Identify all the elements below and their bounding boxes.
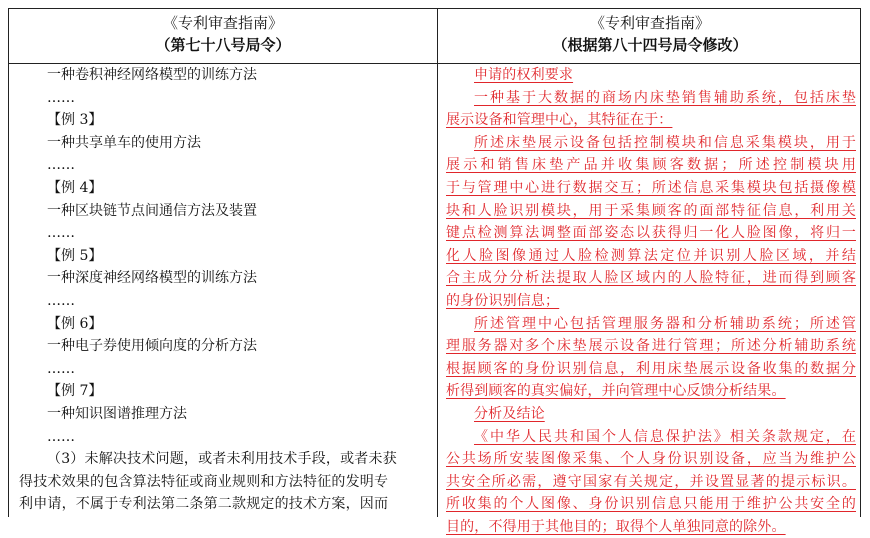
left-line: 【例 4】	[47, 179, 103, 196]
left-line: （3）未解决技术问题，或者未利用技术手段，或者未获	[47, 451, 397, 468]
left-line: 一种知识图谱推理方法	[47, 405, 187, 422]
left-header-subtitle: （第七十八号局令）	[155, 36, 291, 54]
comparison-table	[8, 8, 861, 535]
left-line: 一种卷积神经网络模型的训练方法	[47, 67, 257, 83]
right-line: 于与管理中心进行数据交互；所述信息采集模块包括摄像模	[446, 179, 856, 196]
right-line: 合主成分分析法提取人脸区域内的人脸特征，进而得到顾客	[446, 270, 856, 287]
left-line: ……	[47, 292, 75, 309]
right-line: 块和人脸识别模块，用于采集顾客的面部特征信息，利用关	[446, 202, 856, 219]
right-header-title: 《专利审查指南》	[589, 14, 710, 32]
left-line: 【例 5】	[47, 247, 103, 264]
right-column-body	[438, 64, 862, 538]
left-line: ……	[47, 157, 75, 174]
left-line: 【例 3】	[47, 112, 103, 129]
right-line: 化人脸图像通过人脸检测算法定位并识别人脸区域，并结	[446, 247, 856, 264]
right-line: 理服务器对多个床垫展示设备进行管理；所述分析辅助系统	[446, 338, 856, 355]
left-line: ……	[47, 428, 75, 445]
left-line: 得技术效果的包含算法特征或商业规则和方法特征的发明专	[19, 473, 389, 490]
right-line: 所述床垫展示设备包括控制模块和信息采集模块，用于	[474, 134, 856, 151]
left-column-header	[9, 12, 437, 56]
right-line: 一种基于大数据的商场内床垫销售辅助系统，包括床垫	[474, 89, 856, 106]
right-line: 展示设备和管理中心，其特征在于：	[446, 112, 673, 129]
right-header-subtitle: （根据第八十四号局令修改）	[552, 36, 748, 54]
right-line: 申请的权利要求	[474, 67, 574, 83]
left-line: 一种深度神经网络模型的训练方法	[47, 270, 257, 287]
left-line: 【例 7】	[47, 383, 103, 400]
left-line: 一种电子券使用倾向度的分析方法	[47, 338, 257, 355]
right-line: 键点检测算法调整面部姿态以获得归一化人脸图像，将归一	[446, 225, 856, 242]
left-line: ……	[47, 89, 75, 106]
right-line: 所收集的个人图像、身份识别信息只能用于维护公共安全的	[446, 496, 856, 513]
left-line: 一种共享单车的使用方法	[47, 134, 201, 151]
left-header-title: 《专利审查指南》	[162, 14, 283, 32]
left-column-body	[9, 64, 437, 516]
right-line: 公共场所安装图像采集、个人身份识别设备，应当为维护公	[446, 451, 856, 468]
left-line: ……	[47, 360, 75, 377]
right-line: 共安全所必需，遵守国家有关规定，并设置显著的提示标识。	[446, 473, 856, 490]
right-line: 根据顾客的身份识别信息，利用床垫展示设备收集的数据分	[446, 360, 856, 377]
left-line: 一种区块链节点间通信方法及装置	[47, 202, 257, 219]
right-line: 《中华人民共和国个人信息保护法》相关条款规定，在	[474, 428, 856, 445]
left-line: ……	[47, 225, 75, 242]
right-line: 目的，不得用于其他目的；取得个人单独同意的除外。	[446, 518, 786, 535]
right-line: 析得到顾客的真实偏好，并向管理中心反馈分析结果。	[446, 383, 786, 400]
left-line: 【例 6】	[47, 315, 103, 332]
right-line: 的身份识别信息；	[446, 292, 560, 309]
left-line: 利申请，不属于专利法第二条第二款规定的技术方案，因而	[19, 496, 389, 513]
right-line: 展示和销售床垫产品并收集顾客数据；所述控制模块用	[446, 157, 856, 174]
right-line: 分析及结论	[474, 405, 545, 422]
right-line: 所述管理中心包括管理服务器和分析辅助系统；所述管	[474, 315, 856, 332]
right-column-header	[438, 12, 862, 56]
